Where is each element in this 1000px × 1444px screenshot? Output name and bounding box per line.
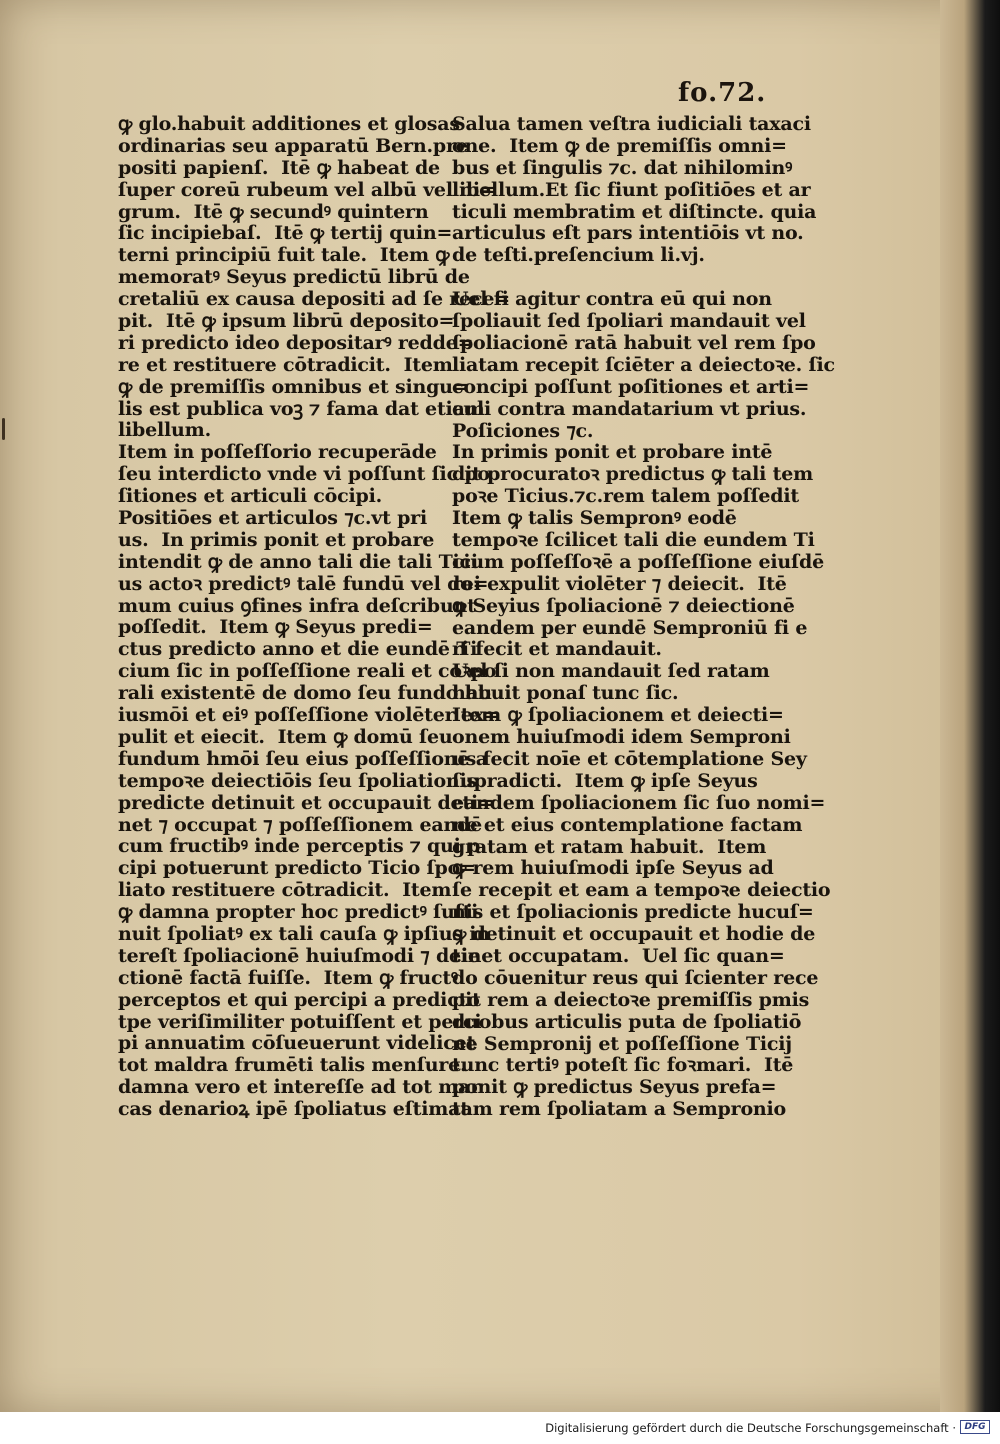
text-line: ſupradicti. Item ꝙ ipſe Seyus [452, 769, 758, 792]
text-line: terni principiū fuit tale. Item ꝙ [118, 244, 450, 267]
text-line: ꝙ detinuit et occupauit et hodie de [452, 923, 816, 946]
text-line: lis est publica voꝫ ⁊ fama dat etiam [118, 397, 485, 420]
text-line: liato restituere cōtradicit. Item [118, 879, 452, 902]
text-line: net ⁊ occupat ⁊ poſſeſſionem eandē [118, 813, 483, 836]
text-line: dit procuratoꝛ predictus ꝙ tali tem [452, 463, 813, 486]
text-line: memoratꝰ Seyus predictū librū de [118, 266, 470, 289]
text-line: ſic incipiebaſ. Itē ꝙ tertij quin= [118, 222, 453, 245]
text-line: re et restituere cōtradicit. Item [118, 353, 453, 376]
text-line: onem huiuſmodi idem Semproni [452, 726, 791, 749]
text-line: rei expulit violēter ⁊ deiecit. Itē [452, 572, 787, 595]
text-line: ctionē factā fuiſſe. Item ꝙ fructꝰ [118, 966, 458, 989]
text-line: nis et ſpoliacionis predicte hucuſ= [452, 901, 814, 924]
text-line: cretaliū ex causa depositi ad ſe rece= [118, 288, 510, 311]
funding-credit: Digitalisierung gefördert durch die Deutsche Forschungsgemeinschaft · [545, 1421, 956, 1435]
text-line: de teſti.preſencium li.vj. [452, 244, 705, 267]
paragraph-gap [452, 267, 752, 289]
text-line: ſitiones et articuli cōcipi. [118, 485, 383, 508]
text-line: ſpoliauit ſed ſpoliari mandauit vel [452, 310, 806, 333]
text-line: ſeu interdicto vnde vi poſſunt ſic po [118, 463, 490, 486]
text-line: positi papienſ. Itē ꝙ habeat de [118, 156, 440, 179]
text-line: libellum. [118, 419, 211, 442]
text-line: grum. Itē ꝙ secundꝰ quintern [118, 200, 429, 223]
text-line: poꝛe Ticius.⁊c.rem talem poſſedit [452, 485, 799, 508]
text-line: rali existentē de domo ſeu fundo hu [118, 682, 492, 705]
text-line: eandem per eundē Semproniū fi e [452, 616, 808, 639]
text-line: fundum hmōi ſeu eius poſſeſſionē a [118, 747, 488, 770]
text-line: pi annuatim cōſueuerunt videlicet [118, 1032, 476, 1055]
text-line: poſſedit. Item ꝙ Seyus predi= [118, 616, 433, 639]
margin-mark [2, 418, 5, 440]
text-line: cium poſſeſſoꝛē a poſſeſſione eiuſdē [452, 550, 824, 573]
text-line: ꝙ damna propter hoc predictꝰ ſuſti [118, 901, 479, 924]
text-line: habuit ponaſ tunc ſic. [452, 682, 679, 705]
text-line: us fecit noīe et cōtemplatione Sey [452, 747, 807, 770]
text-line: Salua tamen veſtra iudiciali taxaci [452, 113, 811, 135]
text-line: In primis ponit et probare intē [452, 441, 773, 464]
text-line: tam rem ſpoliatam a Sempronio [452, 1098, 787, 1121]
text-line: Item ꝙ ſpoliacionem et deiecti= [452, 704, 784, 727]
text-line: perceptos et qui percipi a predicto [118, 988, 480, 1011]
text-line: culi contra mandatarium vt prius. [452, 397, 807, 420]
text-line: nuit ſpoliatꝰ ex tali cauſa ꝙ ipſius in [118, 922, 490, 945]
footer-bar [0, 1412, 1000, 1444]
text-line: cas denarioꝝ ipē ſpoliatus eſtimat [118, 1098, 469, 1121]
text-line: cium ſic in poſſeſſione reali et coꝛpo [118, 660, 497, 683]
text-line: cipi potuerunt predicto Ticio ſpo= [118, 857, 476, 880]
text-line: pit. Itē ꝙ ipsum librū deposito= [118, 310, 455, 333]
text-line: ꝙ rem huiuſmodi ipſe Seyus ad [452, 857, 774, 880]
text-line: Uel ſi agitur contra eū qui non [452, 288, 772, 311]
text-line: ri predicto ideo depositarꝰ redde= [118, 331, 474, 354]
text-line: damna vero et intereſſe ad tot mar [118, 1076, 481, 1099]
text-line: Poſiciones ⁊c. [452, 419, 594, 442]
text-line: predicte detinuit et occupauit deti= [118, 791, 494, 814]
text-line: ctus predicto anno et die eundē Ti [118, 638, 478, 661]
text-line: ordinarias seu apparatū Bern.pre [118, 134, 468, 157]
text-line: tot maldra frumēti talis menſure. [118, 1054, 467, 1077]
folio-number: fo.72. [678, 78, 767, 108]
text-line: libellum.Et ſic fiunt poſitiōes et ar [452, 178, 811, 201]
left-column [118, 113, 510, 1121]
text-line: ponit ꝙ predictus Seyus prefa= [452, 1076, 777, 1099]
text-line: us. In primis ponit et probare [118, 528, 435, 551]
text-line: Item ꝙ talis Sempronꝰ eodē [452, 507, 737, 530]
text-line: tempoꝛe deiectiōis ſeu ſpoliationis [118, 769, 478, 792]
text-line: articulus eſt pars intentiōis vt no. [452, 222, 804, 245]
text-line: gratam et ratam habuit. Item [452, 835, 767, 858]
text-line: tinet occupatam. Uel ſic quan= [452, 944, 785, 967]
text-line: mum cuius ꝯfines infra deſcribunt [118, 594, 476, 617]
text-line: cum fructibꝰ inde perceptis ⁊ qui p [118, 835, 481, 858]
text-line: ꝙ glo.habuit additiones et glosas [118, 113, 460, 135]
text-line: tunc tertiꝰ poteſt ſic foꝛmari. Itē [452, 1054, 794, 1077]
text-line: ri fecit et mandauit. [452, 638, 662, 661]
text-line: ꝙ Seyius ſpoliacionē ⁊ deiectionē [452, 594, 795, 617]
text-line: liatam recepit ſciēter a deiectoꝛe. ſic [452, 353, 835, 376]
text-line: eandem ſpoliacionem ſic ſuo nomi= [452, 791, 826, 814]
text-line: pulit et eiecit. Item ꝙ domū ſeu [118, 725, 453, 748]
text-line: tereſt ſpoliacionē huiuſmodi ⁊ deie [118, 944, 480, 967]
text-line: ſpoliacionē ratā habuit vel rem ſpo [452, 332, 816, 355]
right-column [452, 113, 835, 1121]
text-line: one. Item ꝙ de premiſſis omni= [452, 134, 787, 157]
text-line: Uel ſi non mandauit ſed ratam [452, 660, 770, 683]
text-line: tpe veriſimiliter potuiſſent et perci [118, 1010, 482, 1033]
text-line: iusmōi et eiꝰ poſſeſſione violēter ex= [118, 704, 500, 727]
page-edge-shadow [940, 0, 1000, 1412]
text-line: tempoꝛe ſcilicet tali die eundem Ti [452, 529, 815, 552]
text-line: pit rem a deiectoꝛe premiſſis pmis [452, 988, 810, 1011]
text-line: ne Sempronij et poſſeſſione Ticij [452, 1032, 792, 1055]
text-line: ꝙ de premiſſis omnibus et singu= [118, 375, 469, 398]
text-line: ticuli membratim et diſtincte. quia [452, 200, 817, 223]
text-line: Positiōes et articulos ⁊c.vt pri [118, 507, 427, 530]
text-line: Item in poſſeſſorio recuperāde [118, 441, 437, 464]
text-line: ſe recepit et eam a tempoꝛe deiectio [452, 879, 831, 902]
text-line: intendit ꝙ de anno tali die tali Tici [118, 550, 478, 573]
text-line: duobus articulis puta de ſpoliatiō [452, 1010, 802, 1033]
text-line: concipi poſſunt poſitiones et arti= [452, 375, 810, 398]
text-line: us actoꝛ predictꝰ talē fundū vel do= [118, 572, 489, 595]
text-line: ne et eius contemplatione factam [452, 813, 803, 836]
text-line: bus et ſingulis ⁊c. dat nihilominꝰ [452, 156, 793, 179]
text-line: do cōuenitur reus qui ſcienter rece [452, 966, 819, 989]
dfg-logo: DFG [960, 1420, 990, 1434]
text-line: ſuper coreū rubeum vel albū vel ni= [118, 178, 496, 201]
